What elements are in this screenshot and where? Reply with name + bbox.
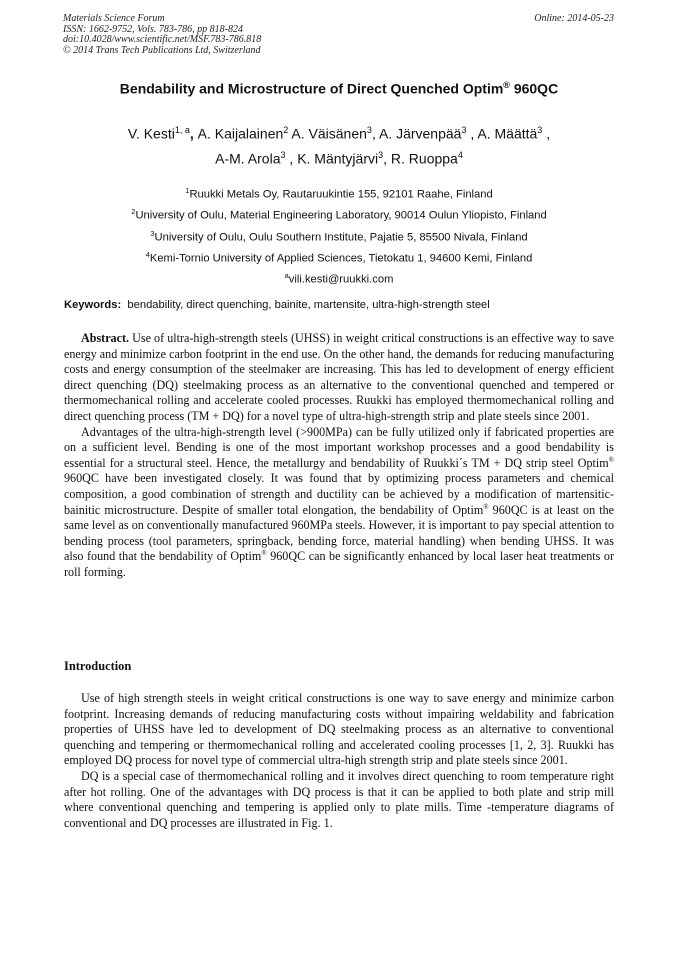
title-registered-mark: ® <box>503 80 510 90</box>
online-date: Online: 2014-05-23 <box>534 13 614 24</box>
journal-name: Materials Science Forum <box>63 13 165 24</box>
intro-paragraph: DQ is a special case of thermomechanical rolling and it involves direct quenching to room temperature right after hot rolling. One of the advantages with DQ process is that it can be applied to both plate and strip mill where conventional quenching and tempering is applied only to plate mills. Time -temperature diagrams of conventional and DQ processes are illustrated in Fig. 1. <box>64 768 614 830</box>
section-heading-introduction: Introduction <box>64 659 132 673</box>
author-sup: 2 <box>283 125 289 135</box>
affiliation-sup: a <box>284 271 289 281</box>
author-line-1: V. Kesti$^{1, a}$, A. Kaijalainen$^2$ A. Väisänen$^3$, A. Järvenpää$^3$ , A. Määttä$^3$ , <box>127 125 551 142</box>
abstract-text: 960QC can be significantly enhanced by local laser heat treatments or roll forming. <box>64 549 615 579</box>
doi-line: doi:10.4028/www.scientific.net/MSF.783-786.818 <box>63 34 262 45</box>
affiliation-sup: 3 <box>150 228 155 238</box>
affiliation-text: University of Oulu, Material Engineering Laboratory, 90014 Oulun Yliopisto, Finland <box>135 210 547 223</box>
affiliation-sup: 1 <box>185 186 190 195</box>
abstract-text: Use of ultra-high-strength steels (UHSS) in weight critical constructions is an effective way to save energy and minimize carbon footprint in the end use. On the other hand, the demands for reducing manufacturing costs and energy consumption of the steelmaker are increasing. This has led to development of energy efficient direct quenching (DQ) steelmaking process as an alternative to the conventional quenched and tempered or thermomechanical rolling and accelerate cooled processes. Ruukki has employed thermomechanical rolling and direct quenching process (TM + DQ) for a novel type of ultra-high-strength strip and plate steels since 2001. <box>64 331 614 423</box>
author: K. Mäntyjärvi <box>297 150 379 167</box>
author-line-2: A-M. Arola$^3$ , K. Mäntyjärvi$^3$, R. Ruoppa$^4$ <box>215 149 463 167</box>
registered-mark: ® <box>261 549 267 558</box>
author-sup: 3 <box>366 125 372 135</box>
issn-line: ISSN: 1662-9752, Vols. 783-786, pp 818-824 <box>63 23 243 35</box>
affiliation <box>0 183 678 204</box>
author: A-M. Arola <box>215 150 281 167</box>
copyright-line: © 2014 Trans Tech Publications Ltd, Switzerland <box>63 44 261 56</box>
abstract-paragraph <box>64 425 614 581</box>
author-sup: 3 <box>461 125 467 135</box>
author-list <box>0 120 678 169</box>
abstract-text: Advantages of the ultra-high-strength level (>900MPa) can be fully utilized only if fabricated properties are on a sufficient level. Bending is one of the most important workshop processes and a good bendability is essential for a structural steel. Hence, the metallurgy and bendability of Ruukki´s TM + DQ strip steel Optim <box>64 424 614 470</box>
email <box>0 268 678 289</box>
title-tail: 960QC <box>509 80 559 97</box>
title-main: Bendability and Microstructure of Direct Quenched Optim <box>119 80 504 97</box>
introduction-body <box>64 691 614 831</box>
registered-mark: ® <box>608 455 614 464</box>
author: R. Ruoppa <box>390 150 458 167</box>
author: V. Kesti <box>127 125 175 142</box>
abstract <box>64 331 614 581</box>
keywords-text: bendability, direct quenching, bainite, martensite, ultra-high-strength steel <box>127 299 490 311</box>
author-sup: 4 <box>457 149 463 160</box>
affiliation-text: University of Oulu, Oulu Southern Institute, Pajatie 5, 85500 Nivala, Finland <box>154 231 528 244</box>
affiliation-list <box>0 183 678 289</box>
keywords-label: Keywords: <box>64 299 122 311</box>
author-sup: 1, a <box>174 125 190 135</box>
author-sup: 3 <box>378 149 384 160</box>
affiliation-sup: 4 <box>145 249 150 259</box>
affiliation <box>0 247 678 268</box>
abstract-label: Abstract. <box>81 331 130 345</box>
paper-title <box>0 80 678 97</box>
author-sup: 3 <box>280 149 286 160</box>
abstract-text: 960QC is at least on the same level as on conventionally manufactured 960MPa steels. However, it is important to pay special attention to bending process (tool parameters, springback, bending force, material handling) when bending UHSS. It was also found that the bendability of Optim <box>64 502 614 564</box>
email-text: vili.kesti@ruukki.com <box>288 273 394 286</box>
abstract-text: 960QC have been investigated closely. It was found that by optimizing process parameters and chemical composition, a good combination of strength and ductility can be achieved by a modification of martensitic-bainitic microstructure. Despite of smaller total elongation, the bendability of Optim <box>64 471 614 517</box>
intro-paragraph: Use of high strength steels in weight critical constructions is one way to save energy and minimize carbon footprint. Increasing demands of reducing manufacturing costs without impairing weldability and fabrication properties of UHSS have led to development of DQ steelmaking process as an alternative to conventional quenching and tempering or thermomechanical rolling and accelerated cooling processes [1, 2, 3]. Ruukki has employed DQ process for novel type of commercial ultra-high strength strip and plate steels since 2001. <box>64 691 614 768</box>
affiliation-text: Ruukki Metals Oy, Rautaruukintie 155, 92101 Raahe, Finland <box>189 188 493 201</box>
author-sup: 3 <box>537 125 543 135</box>
author: A. Määttä <box>477 125 538 142</box>
affiliation <box>0 204 678 225</box>
journal-header <box>63 14 261 56</box>
author: A. Väisänen <box>291 125 367 142</box>
registered-mark: ® <box>483 502 489 511</box>
affiliation-sup: 2 <box>131 207 136 217</box>
affiliation-text: Kemi-Tornio University of Applied Sciences, Tietokatu 1, 94600 Kemi, Finland <box>149 252 533 265</box>
abstract-paragraph <box>64 331 614 425</box>
keywords <box>64 299 624 311</box>
author: A. Järvenpää <box>378 125 462 142</box>
author: A. Kaijalainen <box>197 125 284 142</box>
affiliation <box>0 226 678 247</box>
